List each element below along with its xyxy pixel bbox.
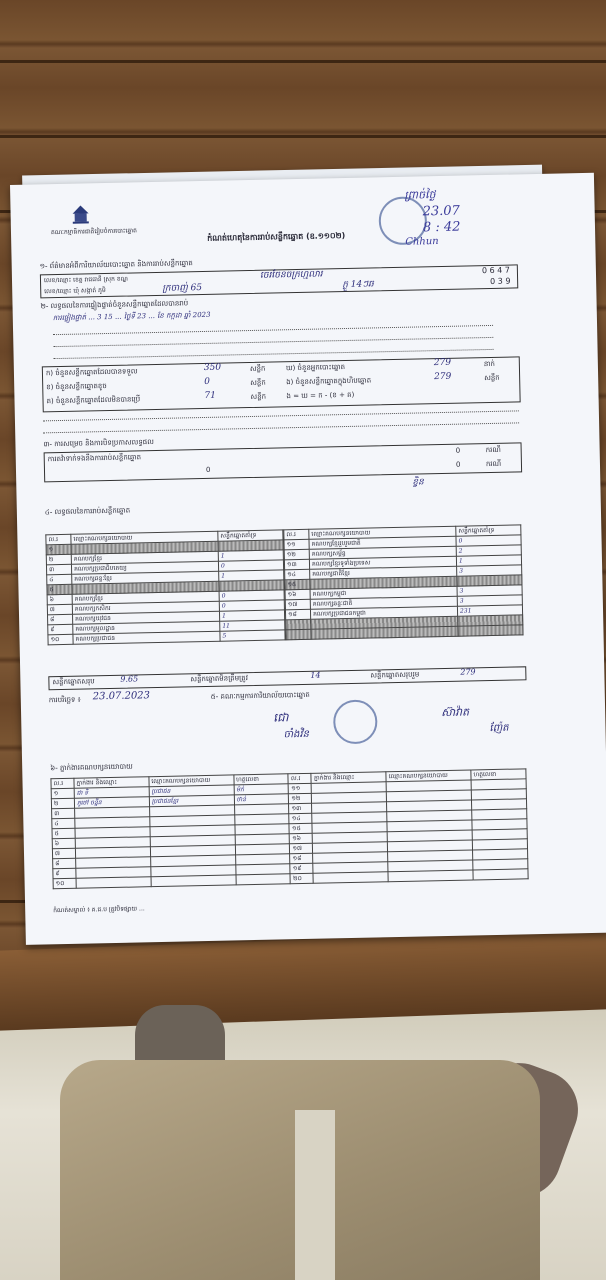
col-no: ល.រ bbox=[51, 778, 74, 788]
col-no: ល.រ bbox=[288, 773, 311, 783]
time-line: ការផ្ទៀងផ្ទាត់ ... 3 15 ... ថ្ងៃទី 23 ... ខែ កក្កដា ឆ្នាំ 2023 bbox=[52, 310, 211, 323]
invalid-label: សន្លឹកឆ្នោតមិនត្រឹមត្រូវ bbox=[190, 674, 248, 684]
unit: សន្លឹក bbox=[250, 392, 267, 402]
election-form-paper bbox=[10, 173, 606, 945]
table-row: ៧ គណបក្សកសិករ 0 bbox=[47, 600, 284, 615]
table-row: ១១ គណបក្សខ្មែររួបរួមជាតិ 0 bbox=[284, 535, 521, 550]
table-row: ៣ គណបក្សប្រជាធិបតេយ្យ 0 bbox=[46, 560, 283, 575]
unit-person: នាក់ bbox=[483, 359, 496, 369]
col-party: ឈ្មោះគណបក្សនយោបាយ bbox=[309, 526, 456, 539]
spoiled-value: 0 bbox=[204, 376, 211, 387]
province-label: លេខ/ឈ្មោះ ខេត្ត រាជធានី ស្រុក ខណ្ឌ bbox=[43, 275, 129, 285]
dotted-line bbox=[43, 422, 519, 433]
results-table-right bbox=[283, 524, 523, 640]
date-value: 23.07.2023 bbox=[92, 690, 151, 703]
table-row: ៨ ១៨ bbox=[53, 849, 528, 869]
table-row: ២ ភូថៅ ចន្នីន ប្រជាជនខ្មែរ ថាន់ ១២ bbox=[51, 789, 526, 809]
section3-label: ៣- ការសម្រេច និងការបិទប្រកាសលទ្ធផល bbox=[43, 438, 154, 449]
col-party: ឈ្មោះគណបក្សនយោបាយ bbox=[386, 770, 471, 782]
complaint-value-2: 0 bbox=[205, 465, 211, 474]
table-row: ៣ ១៣ bbox=[52, 799, 527, 819]
table-row: ៩ ១៩ bbox=[53, 859, 528, 879]
col-sign: ហត្ថលេខា bbox=[471, 769, 526, 780]
col-votes: សន្លឹកឆ្នោតគាំទ្រ bbox=[456, 525, 521, 536]
corner-note: ព្រាច់ថ្ងៃ bbox=[404, 188, 436, 202]
code-2: 0 3 9 bbox=[490, 276, 511, 286]
unused-label: គ) ចំនួនសន្លឹកឆ្នោតដែលមិនបានប្រើ bbox=[46, 395, 141, 406]
left-total-label: សន្លឹកឆ្នោតសរុប bbox=[52, 677, 95, 687]
left-total-value: 9.65 bbox=[120, 674, 139, 684]
table-row: ១២ គណបក្សសម្ព័ន្ធ 2 bbox=[284, 545, 521, 560]
voters-label: ឃ) ចំនួនអ្នកបោះឆ្នោត bbox=[285, 363, 346, 373]
col-party: ឈ្មោះគណបក្សនយោបាយ bbox=[71, 531, 218, 544]
right-total-label: សន្លឹកឆ្នោតសរុបរួម bbox=[370, 670, 420, 680]
office-seal bbox=[333, 699, 378, 744]
table-row: ៩ គណបក្សមូលដ្ឋាន 11 bbox=[48, 620, 285, 635]
form-title: កំណត់ហេតុនៃការរាប់សន្លឹកឆ្នោត (ឧ.១១០២) bbox=[207, 230, 346, 243]
dotted-line bbox=[53, 337, 493, 347]
section4-label: ៤- លទ្ធផលនៃការរាប់សន្លឹកឆ្នោត bbox=[44, 506, 131, 517]
table-row: ១៦ គណបក្សកម្ពុជា 3 bbox=[285, 585, 522, 600]
col-name: ភ្នាក់ងារ និងឈ្មោះ bbox=[311, 772, 386, 784]
table-row: ១០ ២០ bbox=[53, 869, 528, 889]
unit: សន្លឹក bbox=[249, 364, 266, 374]
trousers-gap bbox=[295, 1110, 335, 1280]
table-row: ៥ ១៥ bbox=[52, 819, 527, 839]
table-row: ១០ គណបក្សប្រជាជន 5 bbox=[48, 630, 285, 645]
right-total-value: 279 bbox=[460, 667, 476, 677]
table-row: ១ bbox=[46, 540, 283, 555]
table-row: ២ គណបក្សខ្មែរ 1 bbox=[46, 550, 283, 565]
complaint-value-3: 0 bbox=[455, 460, 461, 469]
table-row: ៨ គណបក្សយុវជន 1 bbox=[48, 610, 285, 625]
unused-value: 71 bbox=[204, 390, 217, 401]
table-row: ៦ គណបក្សខ្មែរ 0 bbox=[47, 590, 284, 605]
complaint-label: ការតវ៉ាទាក់ទងនឹងការរាប់សន្លឹកឆ្នោត bbox=[47, 453, 142, 464]
code-1: 0 6 4 7 bbox=[481, 265, 510, 276]
commune-label: លេខ/ឈ្មោះ ឃុំ សង្កាត់ ភូមិ bbox=[44, 287, 106, 296]
table-row: ៤ គណបក្សឆន្ទៈខ្មែរ 1 bbox=[47, 570, 284, 585]
table-row: ១៣ គណបក្សខ្មែរទូទាំងប្រទេស 1 bbox=[284, 555, 521, 570]
plank-seam bbox=[0, 135, 606, 138]
agents-table bbox=[50, 768, 528, 889]
col-party: ឈ្មោះគណបក្សនយោបាយ bbox=[149, 775, 234, 787]
unit: សន្លឹក bbox=[250, 378, 266, 388]
table-row: ១៧ គណបក្សឆន្ទៈជាតិ 3 bbox=[285, 595, 522, 610]
unit: សន្លឹក bbox=[484, 373, 500, 383]
received-value: 350 bbox=[203, 362, 222, 373]
signature-2: ចាំងវិន bbox=[283, 728, 310, 741]
signature-4: ញ៉ែត bbox=[489, 722, 509, 735]
col-no: ល.រ bbox=[284, 529, 309, 540]
table-row: ១៥ bbox=[285, 575, 522, 590]
col-sign: ហត្ថលេខា bbox=[233, 774, 288, 785]
handwritten-note: ខ្វិន bbox=[412, 477, 424, 488]
spoiled-label: ខ) ចំនួនសន្លឹកឆ្នោតខូច bbox=[46, 382, 107, 392]
section1-label: ១- ព័ត៌មានអំពីការិយាល័យបោះឆ្នោត និងការរាប់សន្លឹកឆ្នោត bbox=[39, 259, 193, 271]
emblem-icon bbox=[68, 203, 92, 225]
in-box-label: ង) ចំនួនសន្លឹកឆ្នោតក្នុងហិបឆ្នោត bbox=[286, 376, 372, 387]
formula: ង = ឃ = ក - (ខ + គ) bbox=[286, 390, 355, 401]
signature-3: ស៊ាវ៉ាត bbox=[441, 705, 470, 720]
invalid-value: 14 bbox=[310, 670, 321, 680]
received-label: ក) ចំនួនសន្លឹកឆ្នោតដែលបានទទួល bbox=[45, 367, 138, 378]
signature-1: ជោ bbox=[273, 710, 289, 725]
results-table-left bbox=[45, 529, 285, 645]
section6-label: ៦- ភ្នាក់ងារគណបក្សនយោបាយ bbox=[50, 762, 133, 773]
corner-signature: Chhun bbox=[405, 236, 439, 248]
voters-value: 279 bbox=[433, 357, 452, 369]
corner-date: 23.07 bbox=[422, 203, 461, 220]
footer-note: កំណត់សម្គាល់ ៖ គ.ជ.ប ត្រូវបិទផ្សាយ ... bbox=[53, 905, 145, 915]
table-row: ៥ bbox=[47, 580, 284, 595]
col-name: ភ្នាក់ងារ និងឈ្មោះ bbox=[74, 777, 149, 789]
unit-case: ករណី bbox=[485, 459, 502, 469]
handwritten-location: ក្ងួ 14ៗឆ bbox=[342, 279, 374, 291]
table-row: ១ ជា ទិ ប្រជាជន ម៉ក់ ១១ bbox=[51, 779, 526, 799]
table-row: ១៤ គណបក្សជាតិខ្មែរ 3 bbox=[285, 565, 522, 580]
table-row: ១៨ គណបក្សប្រជាជនកម្ពុជា 231 bbox=[285, 605, 522, 620]
table-row: ៧ ១៧ bbox=[52, 839, 527, 859]
col-no: ល.រ bbox=[46, 534, 71, 545]
corner-time: 8 : 42 bbox=[422, 219, 461, 236]
handwritten-village: ក្រចាញ់ 65 bbox=[162, 283, 203, 294]
dotted-line bbox=[53, 325, 493, 335]
in-box-value: 279 bbox=[434, 371, 452, 383]
section2-label: ២- លទ្ធផលនៃការផ្ទៀងផ្ទាត់ចំនួនសន្លឹកឆ្នោតដែលបានរាប់ bbox=[40, 299, 189, 311]
unit-case: ករណី bbox=[485, 445, 501, 455]
table-row: ៤ ១៤ bbox=[52, 809, 527, 829]
date-label: ការបរិច្ឆេទ ៖ bbox=[48, 695, 81, 705]
col-votes: សន្លឹកឆ្នោតគាំទ្រ bbox=[218, 530, 283, 541]
ministry-name: គណៈកម្មាធិការជាតិរៀបចំការបោះឆ្នោត bbox=[50, 227, 138, 237]
committee-label: ៥- គណៈកម្មការការិយាល័យបោះឆ្នោត bbox=[210, 690, 310, 701]
table-row: ៦ ១៦ bbox=[52, 829, 527, 849]
complaint-value: 0 bbox=[455, 446, 461, 455]
handwritten-office: ចេរចែនចក្រហ្មលារ bbox=[259, 269, 323, 281]
plank-seam bbox=[0, 60, 606, 63]
dotted-line bbox=[43, 410, 519, 421]
